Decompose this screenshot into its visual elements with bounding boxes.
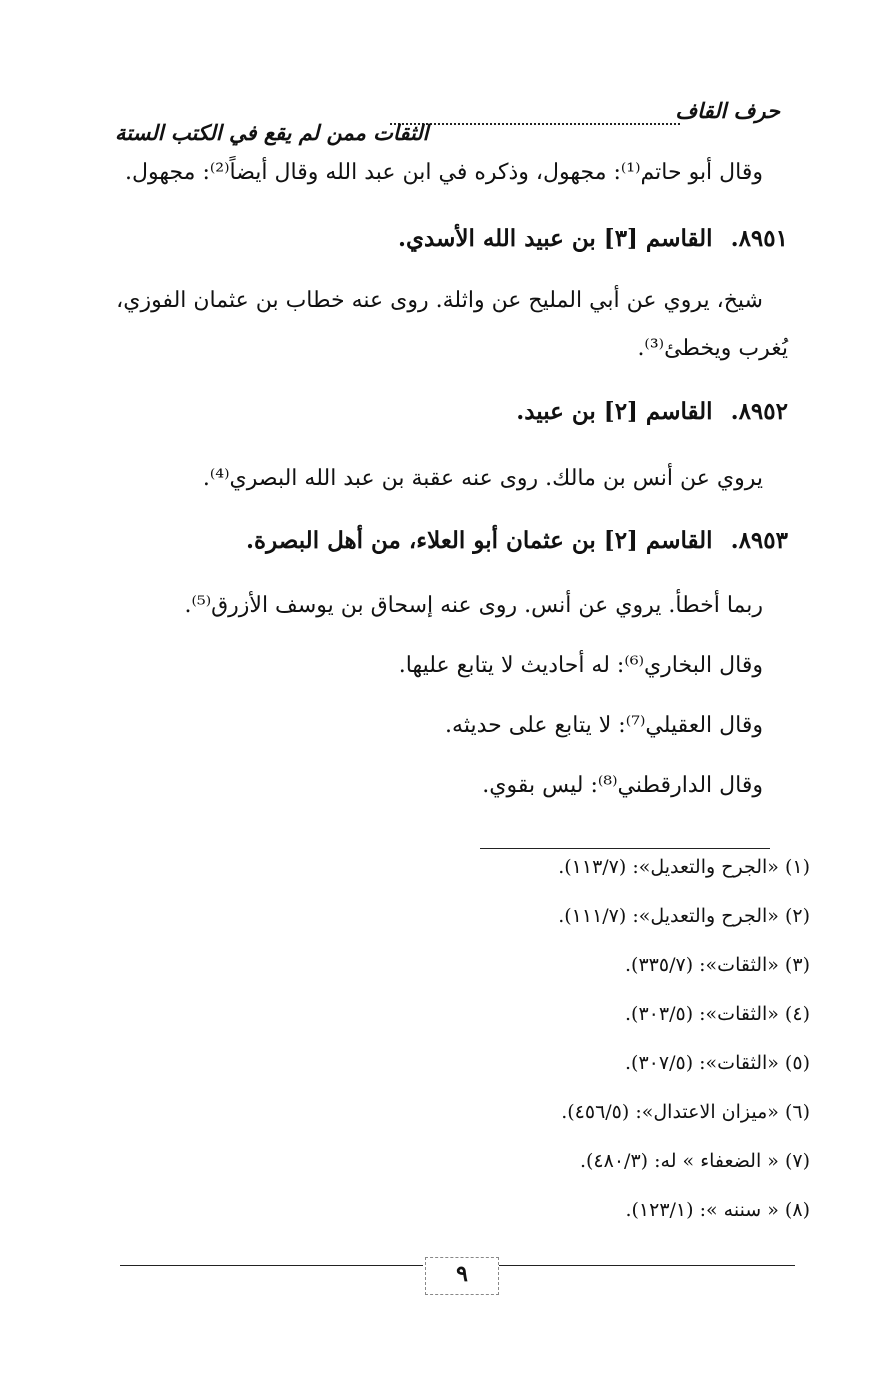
page-number: ٩ [425, 1257, 499, 1295]
entry-number: ٨٩٥١. [730, 225, 788, 252]
text-line: يروي عن أنس بن مالك. روى عنه عقبة بن عبد الله البصري⁽⁴⁾. [202, 466, 763, 491]
footer-rule-left [120, 1265, 423, 1266]
entry-heading [516, 398, 788, 425]
text-line: وقال العقيلي⁽⁷⁾: لا يتابع على حديثه. [445, 713, 763, 738]
chapter-title: حرف القاف [675, 98, 780, 123]
text-line: يُغرب ويخطئ⁽³⁾. [637, 336, 788, 361]
footnote: (٤) «الثقات»: (٣٠٣/٥). [625, 1003, 810, 1025]
entry-title: القاسم [٢] بن عبيد. [516, 398, 713, 425]
footnote: (٨) « سننه »: (١٢٣/١). [625, 1199, 810, 1221]
entry-title: القاسم [٢] بن عثمان أبو العلاء، من أهل البصرة. [246, 527, 713, 554]
footnote: (٢) «الجرح والتعديل»: (١١١/٧). [558, 905, 810, 927]
entry-number: ٨٩٥٣. [730, 527, 788, 554]
text-line: وقال البخاري⁽⁶⁾: له أحاديث لا يتابع عليها. [398, 653, 763, 678]
footnote: (٦) «ميزان الاعتدال»: (٤٥٦/٥). [561, 1101, 810, 1123]
text-line: وقال أبو حاتم⁽¹⁾: مجهول، وذكره في ابن عبد الله وقال أيضاً⁽²⁾: مجهول. [124, 160, 763, 185]
footnote-separator [480, 848, 770, 849]
footnote: (٥) «الثقات»: (٣٠٧/٥). [625, 1052, 810, 1074]
text-line: وقال الدارقطني⁽⁸⁾: ليس بقوي. [482, 773, 763, 798]
footer-rule-right [499, 1265, 795, 1266]
entry-heading [246, 527, 788, 554]
entry-heading [398, 225, 788, 252]
footnote: (٧) « الضعفاء » له: (٤٨٠/٣). [579, 1150, 810, 1172]
footnote: (٣) «الثقات»: (٣٣٥/٧). [625, 954, 810, 976]
book-title: الثقات ممن لم يقع في الكتب الستة [115, 120, 429, 145]
entry-title: القاسم [٣] بن عبيد الله الأسدي. [397, 225, 713, 252]
text-line: شيخ، يروي عن أبي المليح عن واثلة. روى عنه خطاب بن عثمان الفوزي، [116, 288, 763, 313]
header-dot-leader [390, 123, 680, 125]
entry-number: ٨٩٥٢. [730, 398, 788, 425]
footnote: (١) «الجرح والتعديل»: (١١٣/٧). [558, 856, 810, 878]
text-line: ربما أخطأ. يروي عن أنس. روى عنه إسحاق بن يوسف الأزرق⁽⁵⁾. [184, 593, 763, 618]
